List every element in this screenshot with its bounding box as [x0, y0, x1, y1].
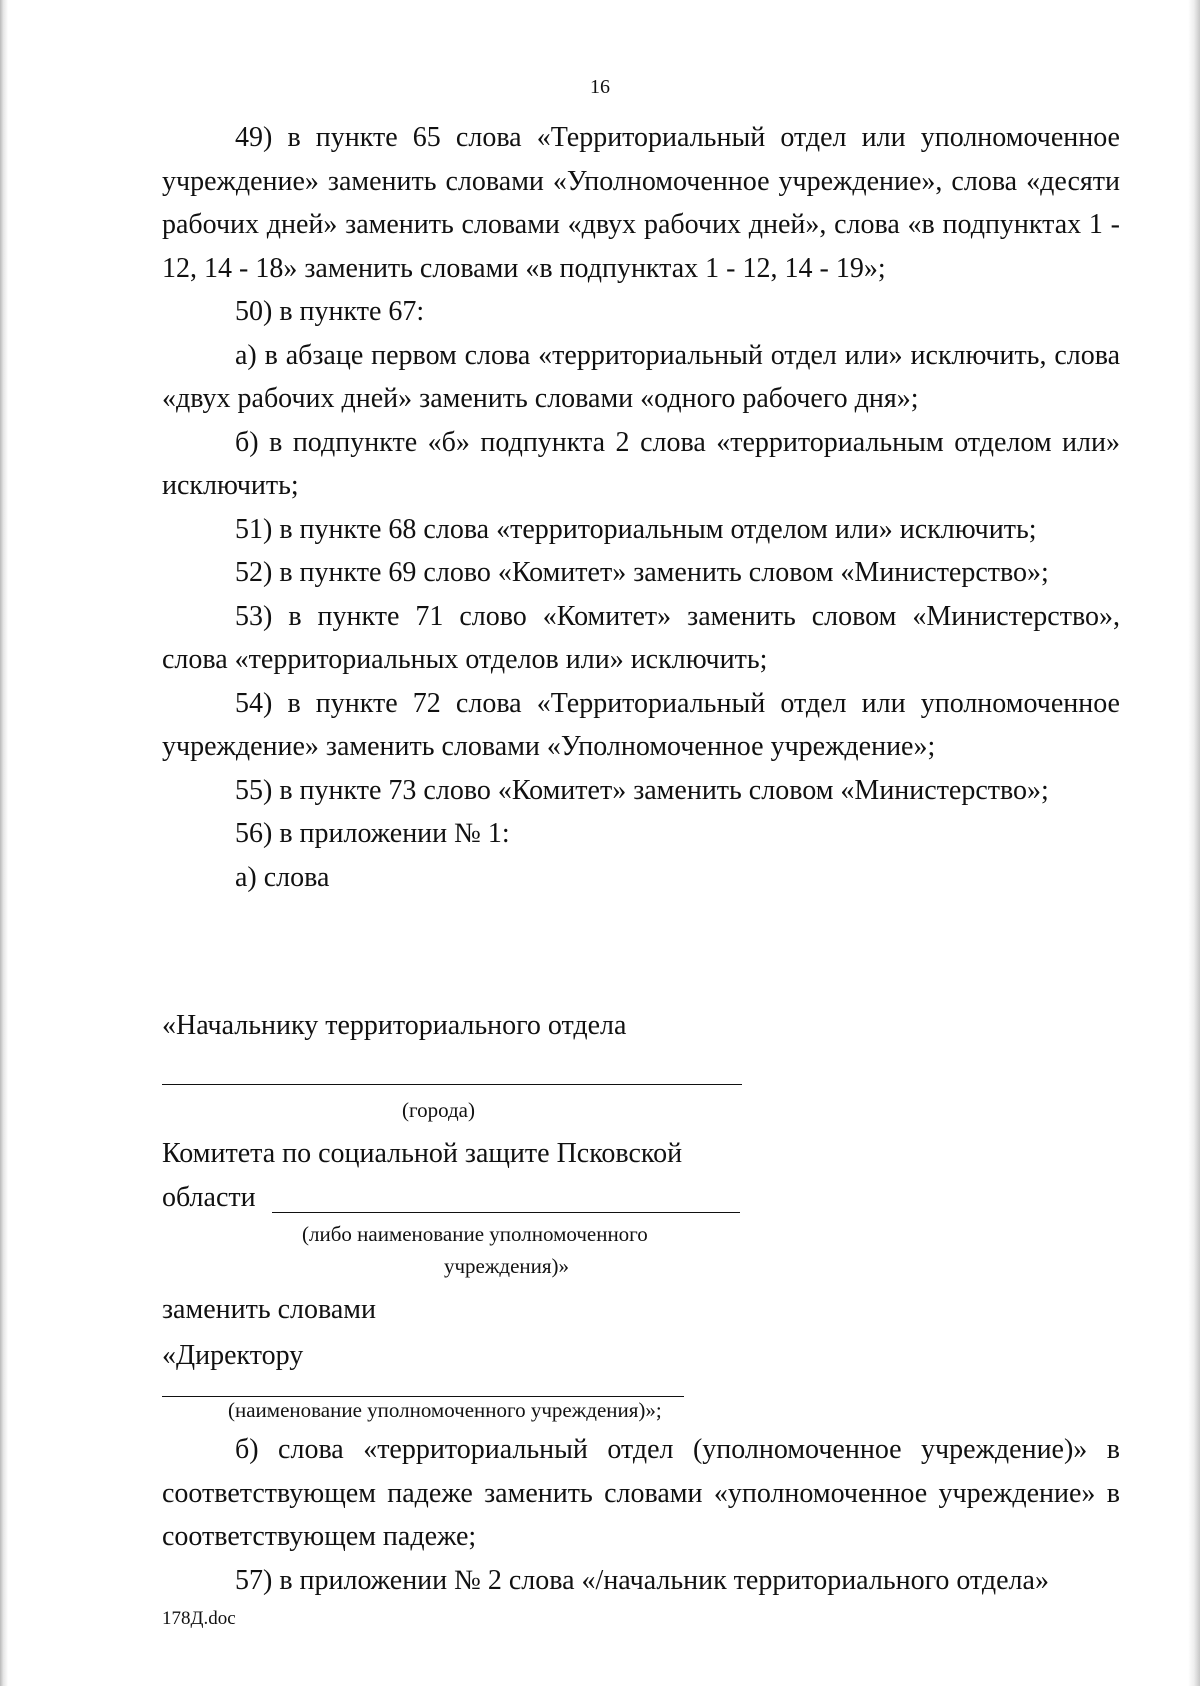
form-old-inst-caption-2: учреждения)»: [444, 1254, 570, 1278]
paragraph-53: 53) в пункте 71 слово «Комитет» заменить словом «Министерство», слова «территориальных отделов или» исключить;: [162, 600, 1120, 675]
form-old-line3: области: [162, 1182, 256, 1213]
paragraph-57: 57) в приложении № 2 слова «/начальник территориального отдела»: [235, 1564, 1049, 1596]
form-old-line1: «Начальнику территориального отдела: [162, 1010, 627, 1041]
document-body: [162, 116, 1120, 899]
paragraph-55: 55) в пункте 73 слово «Комитет» заменить словом «Министерство»;: [235, 774, 1049, 806]
form-new-line1: «Директору: [162, 1340, 304, 1371]
scan-edge-right: [1188, 0, 1200, 1686]
paragraph-56: 56) в приложении № 1:: [235, 818, 510, 849]
scan-edge-left: [0, 0, 8, 1686]
footer-filename: 178Д.doc: [162, 1608, 236, 1629]
paragraph-56a: а) слова: [235, 861, 330, 893]
form-old-line2: Комитета по социальной защите Псковской: [162, 1138, 683, 1169]
document-body-continued: [162, 1428, 1120, 1602]
paragraph-50a: а) в абзаце первом слова «территориальный отдел или» исключить, слова «двух рабочих дней» заменить словами «одного рабочего дня»;: [162, 339, 1120, 414]
form-new-blank-line: [162, 1396, 684, 1397]
paragraph-50b: б) в подпункте «б» подпункта 2 слова «территориальным отделом или» исключить;: [162, 426, 1120, 501]
form-new-caption: (наименование уполномоченного учреждения)»;: [228, 1398, 662, 1422]
paragraph-56b: б) слова «территориальный отдел (уполномоченное учреждение)» в соответствующем падеже заменить словами «уполномоченное учреждение» в соответствующем падеже;: [162, 1434, 1120, 1552]
paragraph-49: 49) в пункте 65 слова «Территориальный отдел или уполномоченное учреждение» заменить словами «Уполномоченное учреждение», слова «десяти рабочих дней» заменить словами «двух рабочих дней», слова «в подпунктах 1 - 12, 14 - 18» заменить словами «в подпунктах 1 - 12, 14 - 19»;: [162, 122, 1120, 284]
page-number: 16: [590, 76, 610, 98]
form-old-city-caption: (города): [402, 1098, 475, 1122]
paragraph-51: 51) в пункте 68 слова «территориальным отделом или» исключить;: [235, 513, 1037, 545]
replace-phrase: заменить словами: [162, 1294, 376, 1325]
paragraph-50: 50) в пункте 67:: [235, 296, 425, 327]
form-old-institution-blank-line: [272, 1212, 740, 1213]
paragraph-52: 52) в пункте 69 слово «Комитет» заменить словом «Министерство»;: [235, 557, 1049, 588]
form-old-inst-caption-1: (либо наименование уполномоченного: [302, 1222, 648, 1246]
paragraph-54: 54) в пункте 72 слова «Территориальный отдел или уполномоченное учреждение» заменить словами «Уполномоченное учреждение»;: [162, 687, 1120, 762]
form-old-city-blank-line: [162, 1084, 742, 1085]
